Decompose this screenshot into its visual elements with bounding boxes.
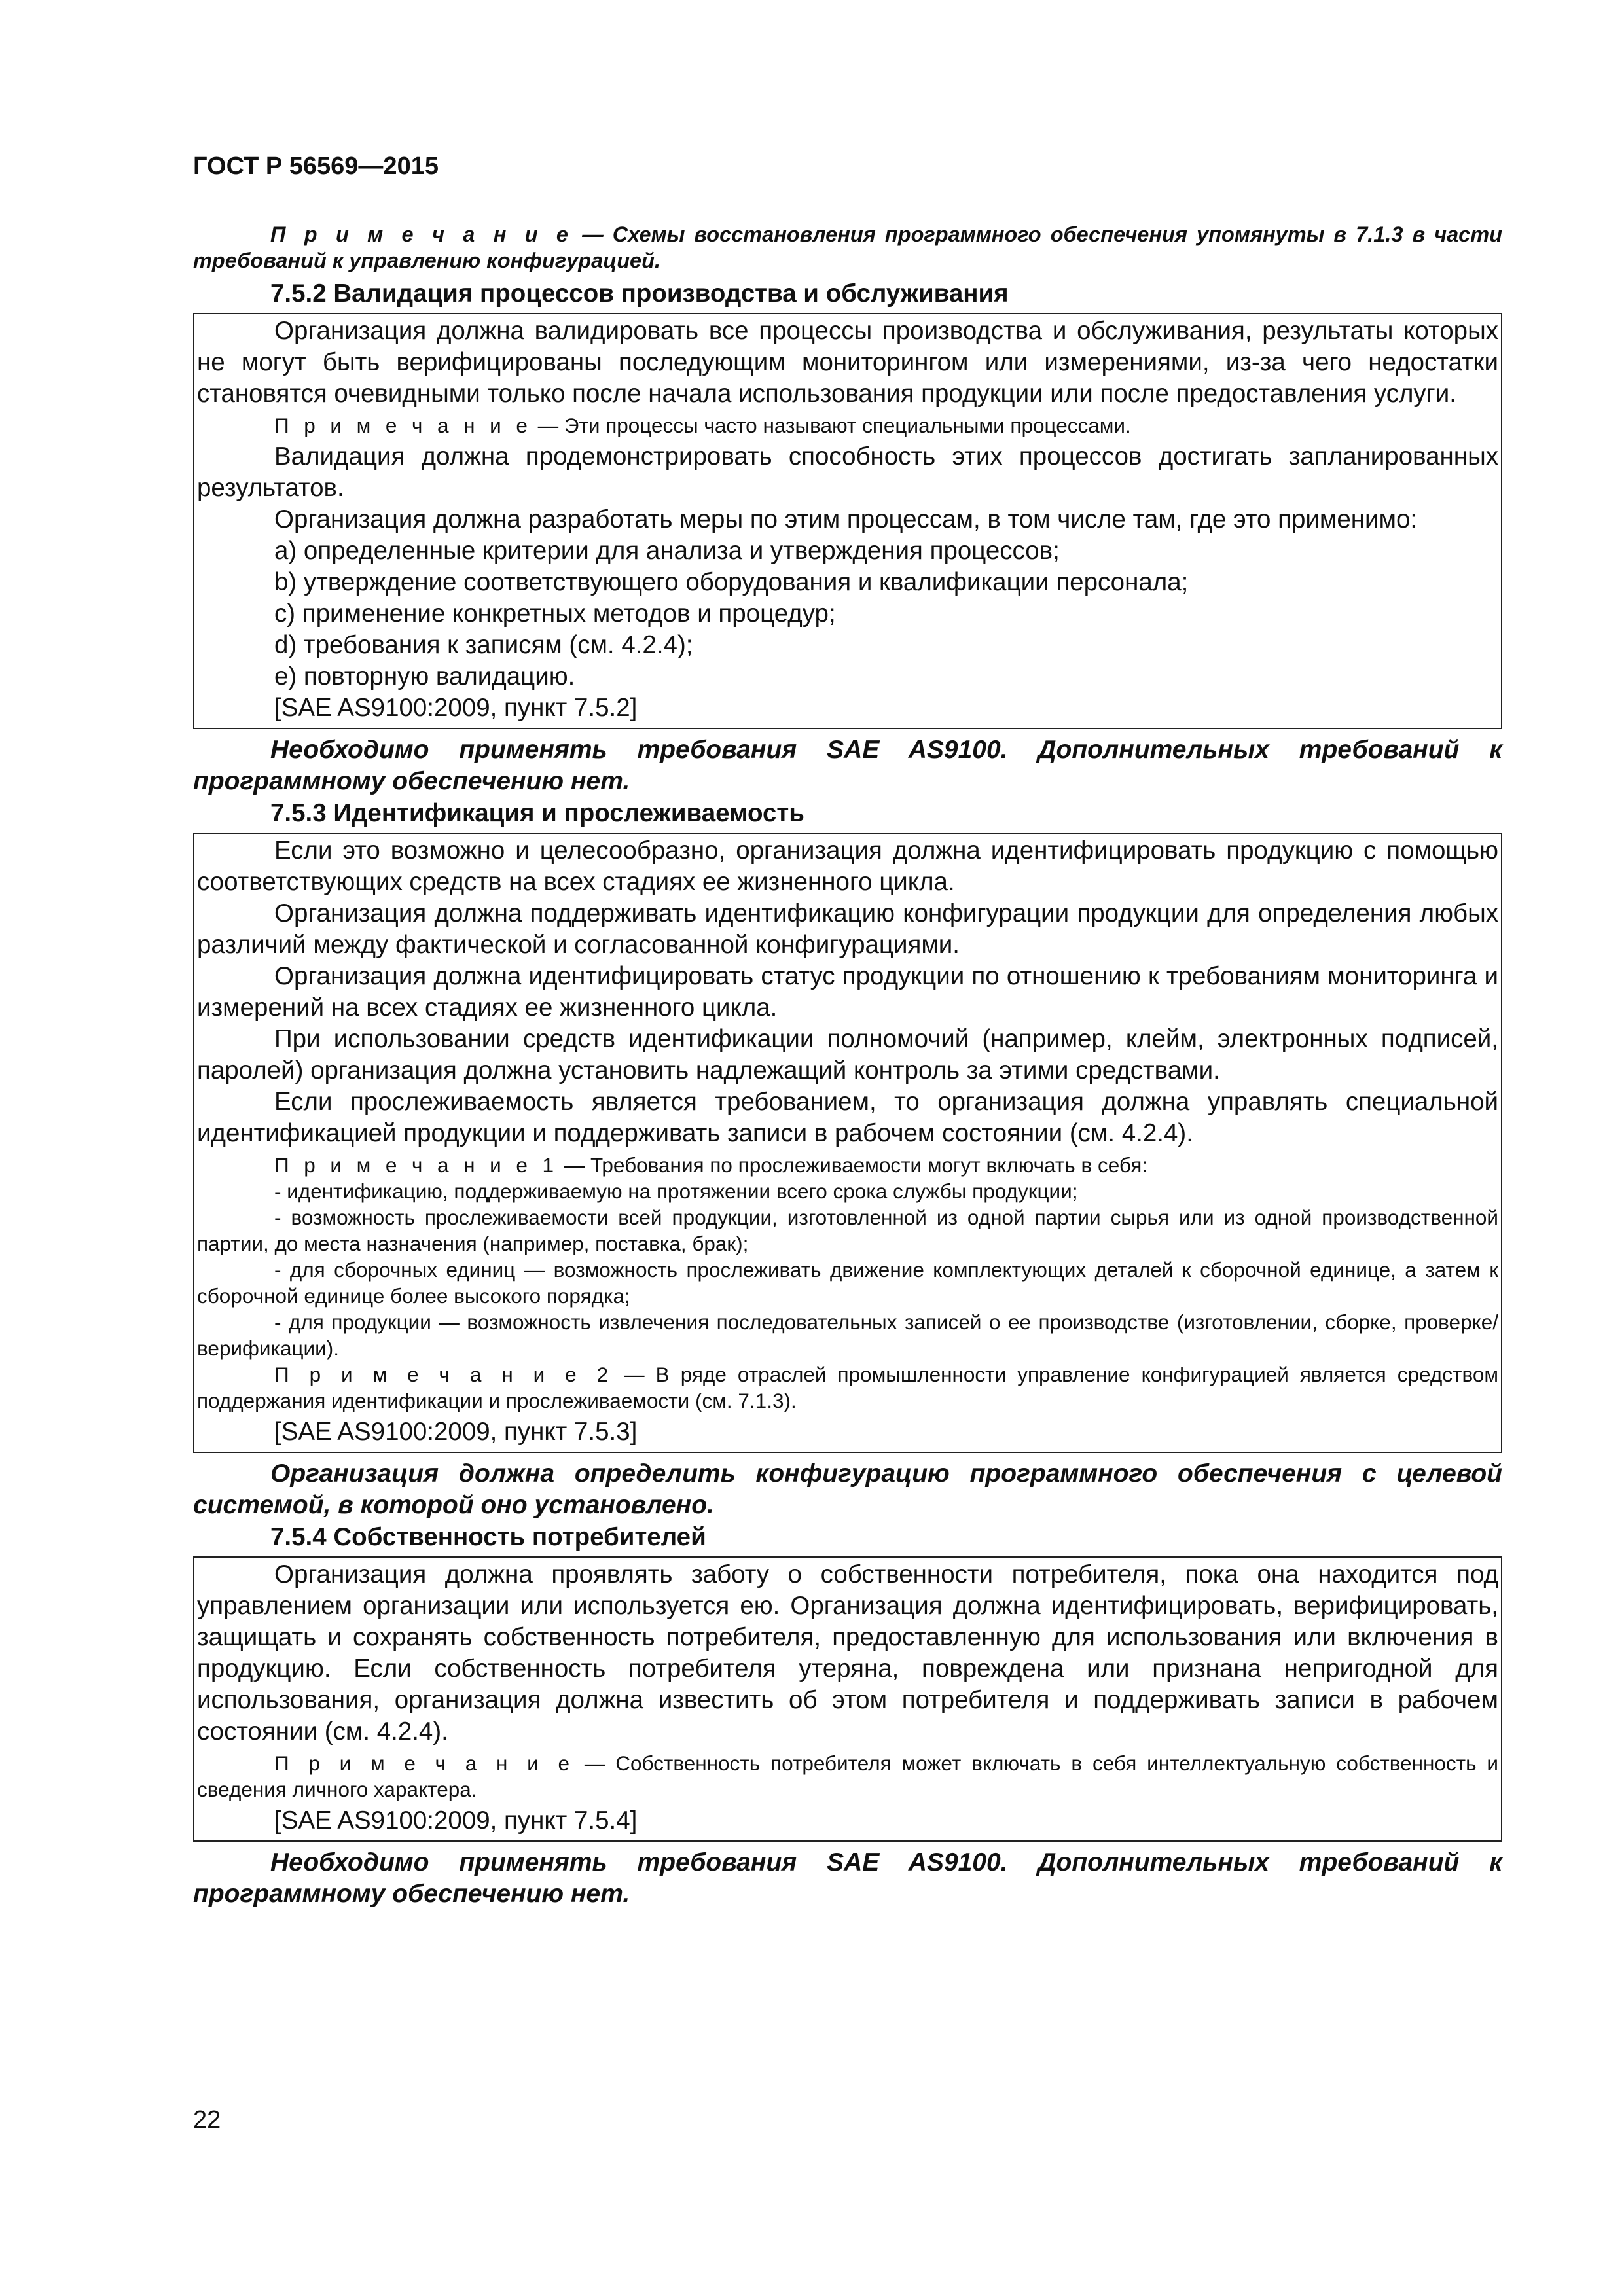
note-text: — Эти процессы часто называют специальными процессами.	[532, 414, 1131, 437]
quote-box-7-5-2	[193, 313, 1502, 729]
box-note	[197, 1750, 1498, 1803]
paragraph: Организация должна валидировать все процессы производства и обслуживания, результаты которых не могут быть верифицированы последующим мониторингом или измерениями, из-за чего недостатки становятся очевидными только после начала использования продукции или после предоставления услуги.	[197, 317, 1498, 408]
source-reference: [SAE AS9100:2009, пункт 7.5.3]	[274, 1418, 638, 1446]
note-text: — Схемы восстановления программного обеспечения упомянуты в 7.1.3 в части требований к управлению конфигурацией.	[193, 223, 1502, 272]
paragraph: Организация должна идентифицировать статус продукции по отношению к требованиям мониторинга и измерений на всех стадиях ее жизненного цикла.	[197, 962, 1498, 1022]
note-label: П р и м е ч а н и е	[274, 1751, 574, 1775]
note-list-item: - для продукции — возможность извлечения последовательных записей о ее производстве (изготовлении, сборке, проверке/верификации).	[197, 1310, 1498, 1360]
note-list-item: - для сборочных единиц — возможность прослеживать движение комплектующих деталей к сборочной единице, а затем к сборочной единице более высокого порядка;	[197, 1258, 1498, 1308]
note-text: — В ряде отраслей промышленности управление конфигурацией является средством поддержания идентификации и прослеживаемости (см. 7.1.3).	[197, 1363, 1498, 1412]
section-heading-7-5-4: 7.5.4 Собственность потребителей	[270, 1523, 706, 1551]
requirement-statement: Необходимо применять требования SAE AS9100. Дополнительных требований к программному обеспечению нет.	[193, 1848, 1502, 1908]
quote-box-7-5-4	[193, 1556, 1502, 1842]
box-note-1	[197, 1152, 1498, 1178]
note-label: П р и м е ч а н и е 1	[274, 1153, 558, 1177]
quote-box-7-5-3	[193, 833, 1502, 1453]
section-heading-7-5-2: 7.5.2 Валидация процессов производства и обслуживания	[270, 279, 1009, 308]
document-page	[193, 151, 1502, 1910]
paragraph: Организация должна проявлять заботу о собственности потребителя, пока она находится под управлением организации или используется ею. Организация должна идентифицировать, верифицировать, защищать и сохранять собственность потребителя, предоставленную для использования или включения в продукцию. Если собственность потребителя утеряна, повреждена или признана непригодной для использования, организация должна известить об этом потребителя и поддерживать записи в рабочем состоянии (см. 4.2.4).	[197, 1560, 1498, 1746]
box-note	[197, 412, 1498, 439]
list-item: e) повторную валидацию.	[274, 662, 575, 691]
note-label: П р и м е ч а н и е 2	[274, 1363, 613, 1386]
paragraph: При использовании средств идентификации полномочий (например, клейм, электронных подписей, паролей) организация должна установить надлежащий контроль за этими средствами.	[197, 1025, 1498, 1085]
requirement-statement: Организация должна определить конфигурацию программного обеспечения с целевой системой, в которой оно установлено.	[193, 1460, 1502, 1519]
box-note-2	[197, 1361, 1498, 1414]
paragraph: Если это возможно и целесообразно, организация должна идентифицировать продукцию с помощью соответствующих средств на всех стадиях ее жизненного цикла.	[197, 836, 1498, 896]
note-text: — Требования по прослеживаемости могут включать в себя:	[558, 1153, 1148, 1177]
note-text: — Собственность потребителя может включать в себя интеллектуальную собственность и сведения личного характера.	[197, 1751, 1498, 1801]
paragraph: Валидация должна продемонстрировать способность этих процессов достигать запланированных результатов.	[197, 442, 1498, 502]
source-reference: [SAE AS9100:2009, пункт 7.5.2]	[274, 694, 638, 722]
paragraph: Если прослеживаемость является требованием, то организация должна управлять специальной идентификацией продукции и поддерживать записи в рабочем состоянии (см. 4.2.4).	[197, 1088, 1498, 1147]
source-reference: [SAE AS9100:2009, пункт 7.5.4]	[274, 1806, 638, 1835]
list-item: d) требования к записям (см. 4.2.4);	[274, 631, 693, 659]
page-number: 22	[193, 2106, 221, 2134]
section-heading-7-5-3: 7.5.3 Идентификация и прослеживаемость	[270, 799, 804, 827]
list-item: a) определенные критерии для анализа и утверждения процессов;	[274, 537, 1060, 565]
note-list-item: - возможность прослеживаемости всей продукции, изготовленной из одной партии сырья или из одной производственной партии, до места назначения (например, поставка, брак);	[197, 1206, 1498, 1255]
list-item: b) утверждение соответствующего оборудования и квалификации персонала;	[274, 568, 1189, 596]
intro-note	[193, 221, 1502, 274]
list-item: c) применение конкретных методов и процедур;	[274, 600, 836, 628]
note-label: П р и м е ч а н и е	[270, 223, 573, 246]
note-label: П р и м е ч а н и е	[274, 414, 532, 437]
note-list-item: - идентификацию, поддерживаемую на протяжении всего срока службы продукции;	[274, 1179, 1078, 1203]
paragraph: Организация должна разработать меры по этим процессам, в том числе там, где это применимо:	[274, 505, 1418, 533]
requirement-statement: Необходимо применять требования SAE AS9100. Дополнительных требований к программному обеспечению нет.	[193, 736, 1502, 795]
document-header: ГОСТ Р 56569—2015	[193, 152, 439, 180]
paragraph: Организация должна поддерживать идентификацию конфигурации продукции для определения любых различий между фактической и согласованной конфигурациями.	[197, 899, 1498, 959]
